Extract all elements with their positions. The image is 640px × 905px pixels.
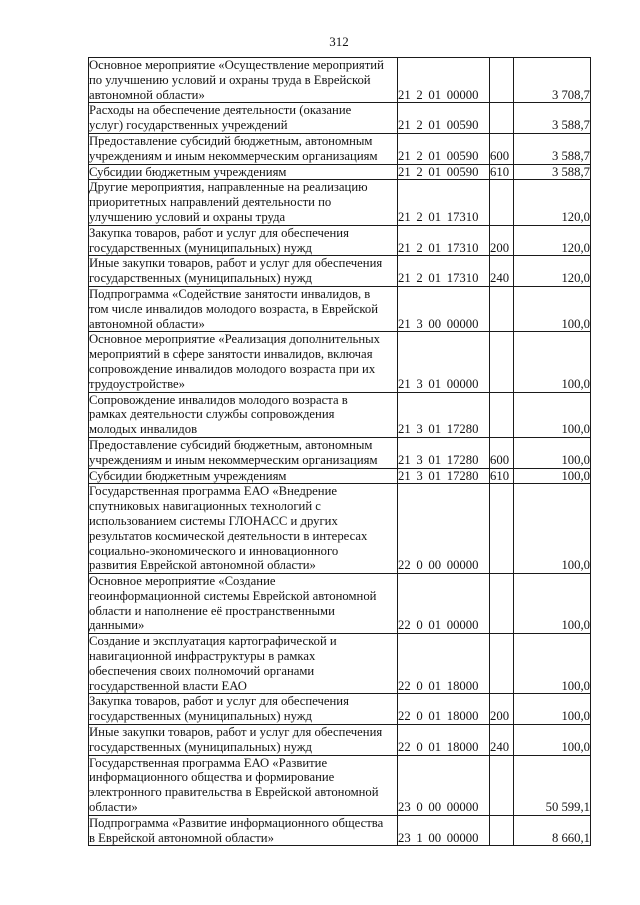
description-line: молодых инвалидов xyxy=(89,422,198,437)
description-line: геоинформационной системы Еврейской автономной xyxy=(89,588,377,603)
description-line: в Еврейской автономной области» xyxy=(89,830,274,845)
budget-table xyxy=(88,57,591,846)
table-row xyxy=(89,256,591,287)
description-line: электронного правительства в Еврейской автономной xyxy=(89,785,379,800)
expense-type-code: 600 xyxy=(490,437,514,468)
table-row xyxy=(89,815,591,846)
row-description xyxy=(89,468,398,484)
expense-type-code xyxy=(490,286,514,331)
target-article-code: 21 2 01 00590 xyxy=(398,103,490,134)
row-description xyxy=(89,725,398,756)
target-article-code: 22 0 01 18000 xyxy=(398,725,490,756)
table-row xyxy=(89,484,591,574)
table-row xyxy=(89,164,591,180)
expense-type-code xyxy=(490,103,514,134)
description-line: Основное мероприятие «Осуществление мероприятий xyxy=(89,58,384,72)
row-description xyxy=(89,58,398,103)
description-line: Предоставление субсидий бюджетным, автономным xyxy=(89,437,373,452)
row-description xyxy=(89,574,398,634)
expense-type-code: 200 xyxy=(490,694,514,725)
target-article-code: 21 2 01 00590 xyxy=(398,164,490,180)
description-line: социально-экономического и инновационного xyxy=(89,543,339,558)
expense-type-code xyxy=(490,755,514,815)
target-article-code: 21 2 01 17310 xyxy=(398,180,490,225)
expense-type-code xyxy=(490,58,514,103)
amount: 100,0 xyxy=(514,392,591,437)
expense-type-code: 610 xyxy=(490,164,514,180)
amount: 100,0 xyxy=(514,634,591,694)
description-line: автономной области» xyxy=(89,316,205,331)
row-description xyxy=(89,180,398,225)
row-description xyxy=(89,484,398,574)
row-description xyxy=(89,694,398,725)
target-article-code: 21 2 01 00590 xyxy=(398,133,490,164)
description-line: Государственная программа ЕАО «Внедрение xyxy=(89,484,338,499)
row-description xyxy=(89,103,398,134)
row-description xyxy=(89,256,398,287)
amount: 100,0 xyxy=(514,332,591,392)
table-row xyxy=(89,225,591,256)
description-line: по улучшению условий и охраны труда в Еврейской xyxy=(89,72,371,87)
description-line: государственных (муниципальных) нужд xyxy=(89,739,312,754)
target-article-code: 22 0 01 18000 xyxy=(398,634,490,694)
amount: 100,0 xyxy=(514,574,591,634)
target-article-code: 22 0 01 18000 xyxy=(398,694,490,725)
amount: 100,0 xyxy=(514,725,591,756)
amount: 100,0 xyxy=(514,484,591,574)
description-line: автономной области» xyxy=(89,87,205,102)
amount: 120,0 xyxy=(514,225,591,256)
target-article-code: 21 2 01 17310 xyxy=(398,225,490,256)
expense-type-code: 240 xyxy=(490,725,514,756)
description-line: области и наполнение её пространственными xyxy=(89,603,335,618)
row-description xyxy=(89,815,398,846)
expense-type-code: 240 xyxy=(490,256,514,287)
description-line: государственных (муниципальных) нужд xyxy=(89,709,312,724)
description-line: Закупка товаров, работ и услуг для обеспечения xyxy=(89,225,349,240)
row-description xyxy=(89,755,398,815)
table-row xyxy=(89,58,591,103)
table-row xyxy=(89,437,591,468)
target-article-code: 22 0 01 00000 xyxy=(398,574,490,634)
description-line: сопровождение инвалидов молодого возраста при их xyxy=(89,361,376,376)
description-line: Основное мероприятие «Создание xyxy=(89,574,276,589)
expense-type-code xyxy=(490,392,514,437)
description-line: рамках деятельности службы сопровождения xyxy=(89,407,335,422)
target-article-code: 22 0 00 00000 xyxy=(398,484,490,574)
target-article-code: 21 3 01 17280 xyxy=(398,468,490,484)
description-line: государственной власти ЕАО xyxy=(89,678,247,693)
expense-type-code: 600 xyxy=(490,133,514,164)
page-number: 312 xyxy=(329,34,349,49)
description-line: Основное мероприятие «Реализация дополнительных xyxy=(89,332,380,347)
row-description xyxy=(89,332,398,392)
table-row xyxy=(89,755,591,815)
description-line: государственных (муниципальных) нужд xyxy=(89,271,312,286)
table-row xyxy=(89,133,591,164)
table-row xyxy=(89,468,591,484)
description-line: спутниковых навигационных технологий с xyxy=(89,499,321,514)
amount: 8 660,1 xyxy=(514,815,591,846)
expense-type-code xyxy=(490,332,514,392)
description-line: области» xyxy=(89,800,138,815)
table-row xyxy=(89,103,591,134)
expense-type-code xyxy=(490,180,514,225)
description-line: развития Еврейской автономной области» xyxy=(89,558,316,573)
description-line: Расходы на обеспечение деятельности (оказание xyxy=(89,103,352,118)
description-line: учреждениям и иным некоммерческим организациям xyxy=(89,148,378,163)
row-description xyxy=(89,225,398,256)
amount: 120,0 xyxy=(514,256,591,287)
description-line: Субсидии бюджетным учреждениям xyxy=(89,164,287,179)
description-line: государственных (муниципальных) нужд xyxy=(89,240,312,255)
amount: 3 588,7 xyxy=(514,103,591,134)
amount: 50 599,1 xyxy=(514,755,591,815)
expense-type-code: 200 xyxy=(490,225,514,256)
amount: 3 588,7 xyxy=(514,164,591,180)
description-line: учреждениям и иным некоммерческим организациям xyxy=(89,452,378,467)
description-line: мероприятий в сфере занятости инвалидов, включая xyxy=(89,347,373,362)
description-line: Субсидии бюджетным учреждениям xyxy=(89,468,287,483)
description-line: Другие мероприятия, направленные на реализацию xyxy=(89,180,368,195)
description-line: Закупка товаров, работ и услуг для обеспечения xyxy=(89,694,349,709)
amount: 3 588,7 xyxy=(514,133,591,164)
amount: 100,0 xyxy=(514,286,591,331)
target-article-code: 21 3 00 00000 xyxy=(398,286,490,331)
description-line: использованием системы ГЛОНАСС и других xyxy=(89,513,338,528)
table-row xyxy=(89,286,591,331)
amount: 100,0 xyxy=(514,468,591,484)
description-line: приоритетных направлений деятельности по xyxy=(89,195,332,210)
target-article-code: 21 3 01 17280 xyxy=(398,392,490,437)
description-line: Сопровождение инвалидов молодого возраста в xyxy=(89,392,348,407)
description-line: Предоставление субсидий бюджетным, автономным xyxy=(89,133,373,148)
description-line: Иные закупки товаров, работ и услуг для обеспечения xyxy=(89,256,383,271)
table-row xyxy=(89,574,591,634)
target-article-code: 21 3 01 17280 xyxy=(398,437,490,468)
description-line: услуг) государственных учреждений xyxy=(89,118,288,133)
description-line: трудоустройстве» xyxy=(89,376,185,391)
table-row xyxy=(89,332,591,392)
description-line: данными» xyxy=(89,618,145,633)
description-line: обеспечения своих полномочий органами xyxy=(89,663,315,678)
description-line: Подпрограмма «Содействие занятости инвалидов, в xyxy=(89,286,371,301)
target-article-code: 23 1 00 00000 xyxy=(398,815,490,846)
expense-type-code: 610 xyxy=(490,468,514,484)
description-line: улучшению условий и охраны труда xyxy=(89,209,286,224)
row-description xyxy=(89,634,398,694)
description-line: навигационной инфраструктуры в рамках xyxy=(89,649,316,664)
table-body xyxy=(89,58,591,846)
amount: 3 708,7 xyxy=(514,58,591,103)
description-line: том числе инвалидов молодого возраста, в Еврейской xyxy=(89,301,379,316)
expense-type-code xyxy=(490,634,514,694)
amount: 100,0 xyxy=(514,694,591,725)
expense-type-code xyxy=(490,484,514,574)
table-row xyxy=(89,180,591,225)
row-description xyxy=(89,286,398,331)
table-row xyxy=(89,725,591,756)
target-article-code: 21 2 01 17310 xyxy=(398,256,490,287)
row-description xyxy=(89,164,398,180)
amount: 100,0 xyxy=(514,437,591,468)
row-description xyxy=(89,133,398,164)
row-description xyxy=(89,437,398,468)
description-line: Создание и эксплуатация картографической и xyxy=(89,634,337,649)
target-article-code: 21 3 01 00000 xyxy=(398,332,490,392)
amount: 120,0 xyxy=(514,180,591,225)
description-line: информационного общества и формирование xyxy=(89,770,335,785)
description-line: Иные закупки товаров, работ и услуг для обеспечения xyxy=(89,725,383,740)
expense-type-code xyxy=(490,815,514,846)
table-row xyxy=(89,634,591,694)
target-article-code: 21 2 01 00000 xyxy=(398,58,490,103)
table-row xyxy=(89,392,591,437)
description-line: Государственная программа ЕАО «Развитие xyxy=(89,755,328,770)
table-row xyxy=(89,694,591,725)
description-line: результатов космической деятельности в интересах xyxy=(89,528,368,543)
description-line: Подпрограмма «Развитие информационного общества xyxy=(89,815,384,830)
expense-type-code xyxy=(490,574,514,634)
target-article-code: 23 0 00 00000 xyxy=(398,755,490,815)
row-description xyxy=(89,392,398,437)
